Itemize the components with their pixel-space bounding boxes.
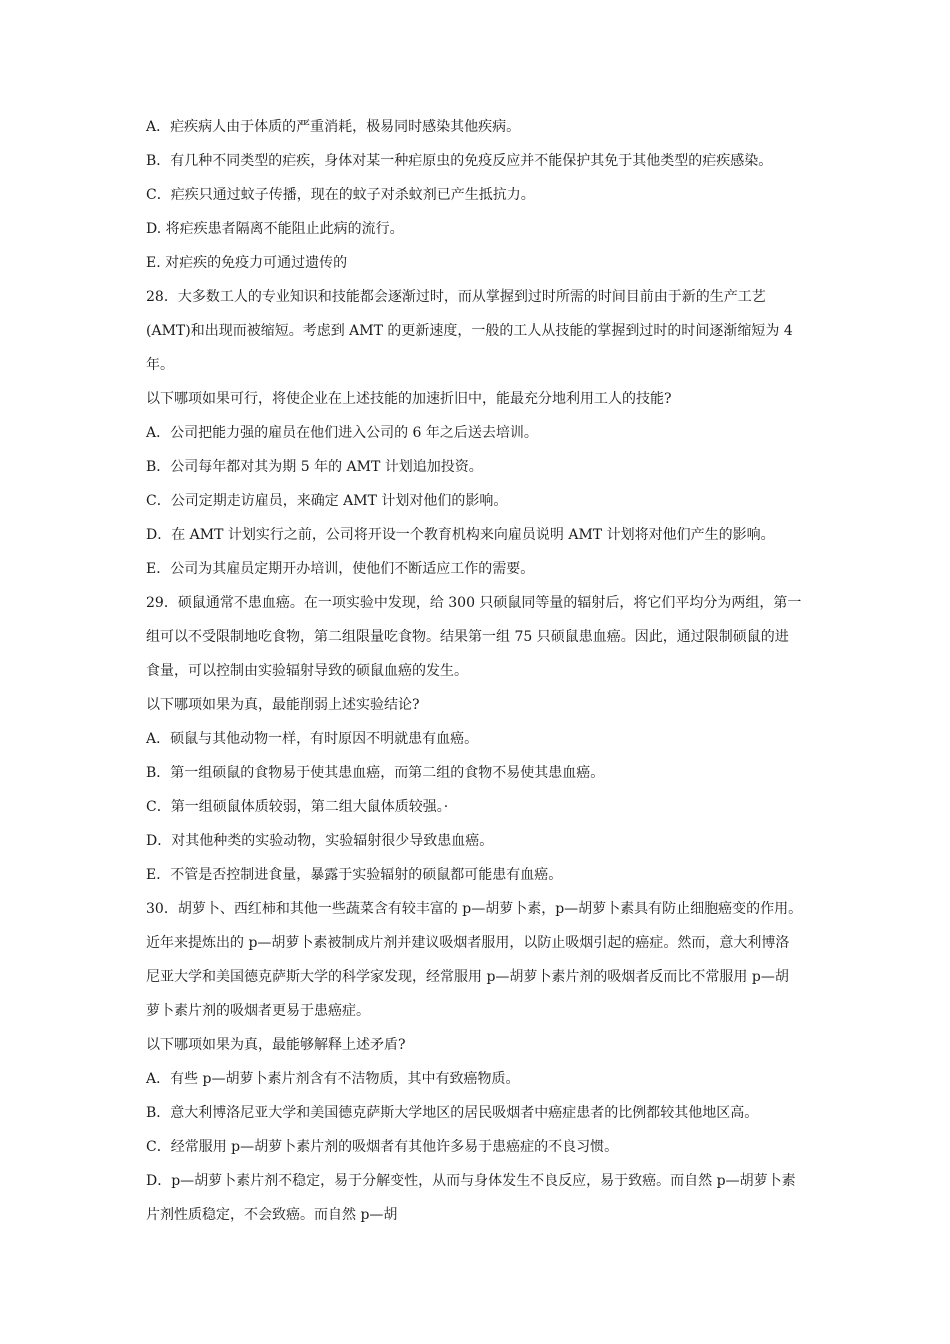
q30-stem-line-4: 萝卜素片剂的吸烟者更易于患癌症。: [146, 1003, 370, 1019]
q30-option-d-line-2: 片剂性质稳定，不会致癌。而自然 p—胡: [146, 1207, 398, 1223]
q27-option-d: D. 将疟疾患者隔离不能阻止此病的流行。: [146, 221, 404, 237]
q27-option-b: B．有几种不同类型的疟疾，身体对某一种疟原虫的免疫反应并不能保护其免于其他类型的疟疾感染。: [146, 153, 773, 169]
q27-option-c: C．疟疾只通过蚊子传播，现在的蚊子对杀蚊剂已产生抵抗力。: [146, 187, 535, 203]
q30-stem-line-2: 近年来提炼出的 p—胡萝卜素被制成片剂并建议吸烟者服用，以防止吸烟引起的癌症。然而，意大利博洛: [146, 935, 790, 951]
q27-option-a: A．疟疾病人由于体质的严重消耗，极易同时感染其他疾病。: [146, 119, 521, 135]
q29-option-b: B．第一组硕鼠的食物易于使其患血癌，而第二组的食物不易使其患血癌。: [146, 765, 605, 781]
q29-stem-line-2: 组可以不受限制地吃食物，第二组限量吃食物。结果第一组 75 只硕鼠患血癌。因此，通过限制硕鼠的进: [146, 629, 789, 645]
q29-question: 以下哪项如果为真，最能削弱上述实验结论?: [146, 697, 420, 713]
q29-option-a: A．硕鼠与其他动物一样，有时原因不明就患有血癌。: [146, 731, 479, 747]
q28-option-c: C．公司定期走访雇员，来确定 AMT 计划对他们的影响。: [146, 493, 508, 509]
q30-option-c: C．经常服用 p—胡萝卜素片剂的吸烟者有其他许多易于患癌症的不良习惯。: [146, 1139, 619, 1155]
q28-stem-line-3: 年。: [146, 357, 174, 373]
q28-question: 以下哪项如果可行，将使企业在上述技能的加速折旧中，能最充分地利用工人的技能?: [146, 391, 672, 407]
q28-option-e: E．公司为其雇员定期开办培训，使他们不断适应工作的需要。: [146, 561, 535, 577]
q30-stem-line-1: 30．胡萝卜、西红柿和其他一些蔬菜含有较丰富的 p—胡萝卜素，p—胡萝卜素具有防止细胞癌变的作用。: [146, 901, 803, 917]
q30-option-a: A．有些 p—胡萝卜素片剂含有不洁物质，其中有致癌物质。: [146, 1071, 520, 1087]
q27-option-e: E. 对疟疾的免疫力可通过遗传的: [146, 255, 348, 271]
q29-stem-line-3: 食量，可以控制由实验辐射导致的硕鼠血癌的发生。: [146, 663, 468, 679]
q28-stem-line-1: 28．大多数工人的专业知识和技能都会逐渐过时，而从掌握到过时所需的时间目前由于新的生产工艺: [146, 289, 766, 305]
q29-option-d: D．对其他种类的实验动物，实验辐射很少导致患血癌。: [146, 833, 494, 849]
q28-option-d: D．在 AMT 计划实行之前，公司将开设一个教育机构来向雇员说明 AMT 计划将对他们产生的影响。: [146, 527, 775, 543]
q29-stem-line-1: 29．硕鼠通常不患血癌。在一项实验中发现，给 300 只硕鼠同等量的辐射后，将它们平均分为两组，第一: [146, 595, 802, 611]
q29-option-c: C．第一组硕鼠体质较弱，第二组大鼠体质较强。·: [146, 799, 449, 815]
q30-option-b: B．意大利博洛尼亚大学和美国德克萨斯大学地区的居民吸烟者中癌症患者的比例都较其他地区高。: [146, 1105, 759, 1121]
q28-option-a: A．公司把能力强的雇员在他们进入公司的 6 年之后送去培训。: [146, 425, 538, 441]
q28-stem-line-2: (AMT)和出现而被缩短。考虑到 AMT 的更新速度，一般的工人从技能的掌握到过时的时间逐渐缩短为 4: [146, 323, 793, 339]
q29-option-e: E．不管是否控制进食量，暴露于实验辐射的硕鼠都可能患有血癌。: [146, 867, 563, 883]
document-body: [146, 110, 826, 1232]
q28-option-b: B．公司每年都对其为期 5 年的 AMT 计划追加投资。: [146, 459, 483, 475]
q30-option-d-line-1: D．p—胡萝卜素片剂不稳定，易于分解变性，从而与身体发生不良反应，易于致癌。而自然 p—胡萝卜素: [146, 1173, 796, 1189]
q30-question: 以下哪项如果为真，最能够解释上述矛盾?: [146, 1037, 406, 1053]
q30-stem-line-3: 尼亚大学和美国德克萨斯大学的科学家发现，经常服用 p—胡萝卜素片剂的吸烟者反而比不常服用 p—胡: [146, 969, 789, 985]
